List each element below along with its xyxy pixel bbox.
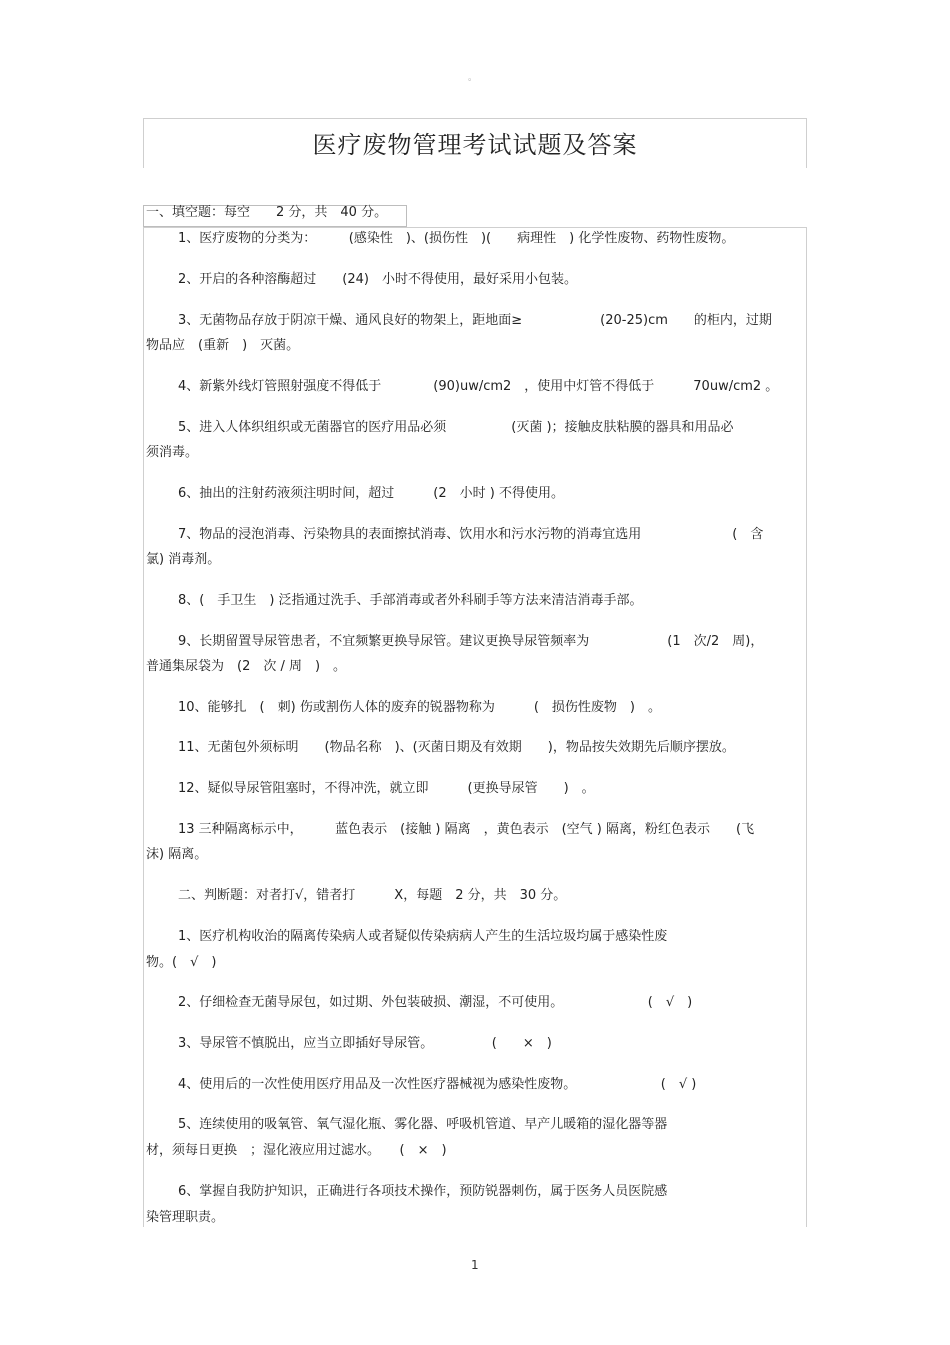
question-text: 4、新紫外线灯管照射强度不得低于 (90)uw/cm2 ，使用中灯管不得低于 70uw/cm2 。 xyxy=(178,379,779,394)
question-text: 7、物品的浸泡消毒、污染物具的表面擦拭消毒、饮用水和污水污物的消毒宜选用 ( 含 xyxy=(178,527,764,542)
question-text-cont: 须消毒。 xyxy=(146,445,199,460)
question-text-cont: 氯) 消毒剂。 xyxy=(146,552,221,567)
page-number: 1 xyxy=(471,1258,479,1272)
judge-question-text: 4、使用后的一次性使用医疗用品及一次性医疗器械视为感染性废物。 ( √ ) xyxy=(178,1077,697,1092)
judge-question-text-cont: 染管理职责。 xyxy=(146,1210,225,1225)
question-text: 10、能够扎 ( 刺) 伤或割伤人体的废弃的锐器物称为 ( 损伤性废物 ) 。 xyxy=(178,700,661,715)
question-text: 1、医疗废物的分类为： (感染性 )、(损伤性 )( 病理性 ) 化学性废物、药物性废物。 xyxy=(178,231,735,246)
question-text: 12、疑似导尿管阻塞时，不得冲洗，就立即 (更换导尿管 ) 。 xyxy=(178,781,595,796)
question-text-cont: 普通集尿袋为 (2 次 / 周 ) 。 xyxy=(146,659,347,674)
question-text: 8、( 手卫生 ) 泛指通过洗手、手部消毒或者外科刷手等方法来清洁消毒手部。 xyxy=(178,593,643,608)
question-text: 13 三种隔离标示中， 蓝色表示 (接触 ) 隔离 ，黄色表示 (空气 ) 隔离，粉红色表示 (飞 xyxy=(178,822,755,837)
question-text: 5、进入人体织组织或无菌器官的医疗用品必须 (灭菌 )；接触皮肤粘膜的器具和用品必 xyxy=(178,420,734,435)
question-text: 2、开启的各种溶酶超过 (24) 小时不得使用，最好采用小包装。 xyxy=(178,272,577,287)
judge-question-text-cont: 物。( √ ) xyxy=(146,955,217,970)
question-text: 9、长期留置导尿管患者，不宜频繁更换导尿管。建议更换导尿管频率为 (1 次/2 周)， xyxy=(178,634,764,649)
judge-question-text: 3、导尿管不慎脱出，应当立即插好导尿管。 ( × ) xyxy=(178,1036,552,1051)
page-title: 医疗废物管理考试试题及答案 xyxy=(312,131,638,159)
judge-question-text: 5、连续使用的吸氧管、氧气湿化瓶、雾化器、呼吸机管道、早产儿暖箱的湿化器等器 xyxy=(178,1117,668,1132)
judge-question-text: 2、仔细检查无菌导尿包，如过期、外包装破损、潮湿，不可使用。 ( √ ) xyxy=(178,995,693,1010)
judge-question-text: 6、掌握自我防护知识，正确进行各项技术操作，预防锐器刺伤，属于医务人员医院感 xyxy=(178,1184,668,1199)
judge-question-text: 1、医疗机构收治的隔离传染病人或者疑似传染病病人产生的生活垃圾均属于感染性废 xyxy=(178,929,668,944)
question-text-cont: 物品应 (重新 ) 灭菌。 xyxy=(146,338,300,353)
section2-header: 二、判断题：对者打√，错者打 X，每题 2 分，共 30 分。 xyxy=(178,888,567,903)
question-text: 3、无菌物品存放于阴凉干燥、通风良好的物架上，距地面≥ (20-25)cm 的柜内，过期 xyxy=(178,313,772,328)
question-text: 11、无菌包外须标明 (物品名称 )、(灭菌日期及有效期 )，物品按失效期先后顺序摆放。 xyxy=(178,740,735,755)
section1-header: 一、填空题：每空 2 分，共 40 分。 xyxy=(146,205,388,220)
top-mark: 。 xyxy=(468,73,478,83)
judge-question-text-cont: 材，须每日更换 ；湿化液应用过滤水。 ( × ) xyxy=(146,1143,447,1158)
question-text-cont: 沫) 隔离。 xyxy=(146,847,208,862)
question-text: 6、抽出的注射药液须注明时间，超过 (2 小时 ) 不得使用。 xyxy=(178,486,564,501)
